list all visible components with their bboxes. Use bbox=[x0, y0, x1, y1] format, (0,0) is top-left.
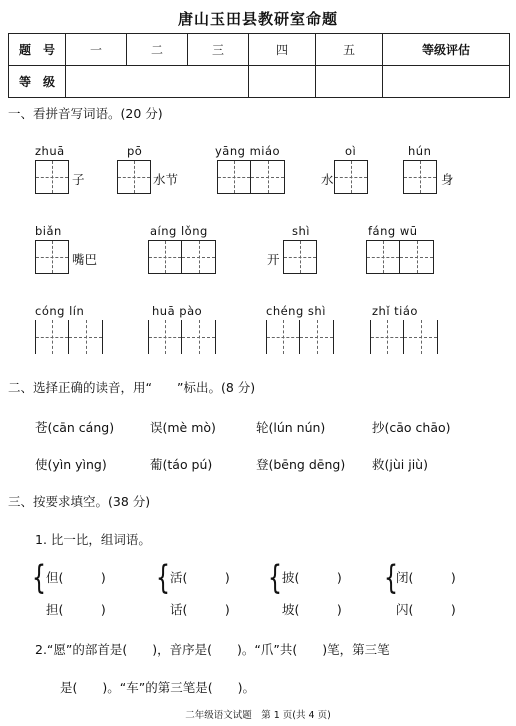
brace-icon: { bbox=[384, 560, 398, 598]
word-pair[interactable]: 话( ) bbox=[170, 602, 230, 617]
question-2-line2: 是( )。“车”的第三笔是( )。 bbox=[60, 680, 255, 695]
grade-cell[interactable] bbox=[383, 66, 510, 98]
pinyin: zhǐ tiáo bbox=[372, 304, 418, 318]
header-cell: 五 bbox=[316, 34, 383, 66]
pinyin: pō bbox=[127, 144, 143, 158]
word-suffix: 水节 bbox=[153, 172, 179, 187]
char-grid[interactable] bbox=[334, 160, 368, 194]
word-pair[interactable]: 坡( ) bbox=[282, 602, 342, 617]
word-pair[interactable]: 活( ) bbox=[170, 570, 230, 585]
pronunciation-item[interactable]: 轮(lún nún) bbox=[256, 420, 326, 435]
char-grid[interactable] bbox=[217, 160, 285, 194]
char-grid[interactable] bbox=[117, 160, 151, 194]
section1-heading: 一、看拼音写词语。(20 分) bbox=[8, 106, 163, 121]
word-pair[interactable]: 但( ) bbox=[46, 570, 106, 585]
pronunciation-item[interactable]: 登(bēng dēng) bbox=[256, 457, 346, 472]
pinyin: aíng lǒng bbox=[150, 224, 208, 238]
pinyin: shì bbox=[292, 224, 310, 238]
pinyin: huā pào bbox=[152, 304, 203, 318]
grade-cell[interactable] bbox=[66, 66, 249, 98]
pinyin: fáng wū bbox=[368, 224, 418, 238]
pronunciation-item[interactable]: 误(mè mò) bbox=[150, 420, 216, 435]
page-footer: 二年级语文试题 第 1 页(共 4 页) bbox=[185, 710, 331, 721]
char-grid[interactable] bbox=[148, 240, 216, 274]
char-grid[interactable] bbox=[35, 320, 103, 354]
grade-cell[interactable] bbox=[316, 66, 383, 98]
pinyin: zhuā bbox=[35, 144, 65, 158]
char-grid[interactable] bbox=[266, 320, 334, 354]
char-grid[interactable] bbox=[370, 320, 438, 354]
page-title: 唐山玉田县教研室命题 bbox=[177, 10, 338, 28]
word-suffix: 身 bbox=[441, 172, 454, 187]
word-suffix: 子 bbox=[72, 172, 85, 187]
char-grid[interactable] bbox=[403, 160, 437, 194]
pinyin: cóng lín bbox=[35, 304, 85, 318]
word-pair[interactable]: 闭( ) bbox=[396, 570, 456, 585]
header-cell: 二 bbox=[127, 34, 188, 66]
brace-icon: { bbox=[156, 560, 170, 598]
brace-icon: { bbox=[268, 560, 282, 598]
pronunciation-item[interactable]: 使(yìn yìng) bbox=[35, 457, 107, 472]
word-suffix: 嘴巴 bbox=[72, 252, 98, 267]
section3-heading: 三、按要求填空。(38 分) bbox=[8, 494, 151, 509]
pronunciation-item[interactable]: 抄(cāo chāo) bbox=[372, 420, 451, 435]
pronunciation-item[interactable]: 救(jùi jiù) bbox=[372, 457, 428, 472]
question-1: 1. 比一比，组词语。 bbox=[35, 532, 151, 547]
char-grid[interactable] bbox=[366, 240, 434, 274]
pinyin: yāng miáo bbox=[215, 144, 281, 158]
pronunciation-item[interactable]: 葡(táo pú) bbox=[150, 457, 213, 472]
char-grid[interactable] bbox=[283, 240, 317, 274]
word-pair[interactable]: 担( ) bbox=[46, 602, 106, 617]
pronunciation-item[interactable]: 苍(cān cáng) bbox=[35, 420, 115, 435]
header-cell: 题 号 bbox=[9, 34, 66, 66]
score-table bbox=[8, 33, 510, 98]
word-pair[interactable]: 披( ) bbox=[282, 570, 342, 585]
word-pair[interactable]: 闪( ) bbox=[396, 602, 456, 617]
word-prefix: 开 bbox=[267, 252, 280, 267]
grade-label-cell: 等 级 bbox=[9, 66, 66, 98]
header-cell: 一 bbox=[66, 34, 127, 66]
question-2-line1: 2.“愿”的部首是( )，音序是( )。“爪”共( )笔，第三笔 bbox=[35, 642, 390, 657]
word-prefix: 水 bbox=[321, 172, 334, 187]
brace-icon: { bbox=[32, 560, 46, 598]
header-cell: 三 bbox=[188, 34, 249, 66]
pinyin: chéng shì bbox=[266, 304, 326, 318]
header-cell: 等级评估 bbox=[383, 34, 510, 66]
header-cell: 四 bbox=[249, 34, 316, 66]
grade-cell[interactable] bbox=[249, 66, 316, 98]
char-grid[interactable] bbox=[35, 160, 69, 194]
pinyin: oì bbox=[345, 144, 357, 158]
pinyin: biǎn bbox=[35, 224, 62, 238]
char-grid[interactable] bbox=[35, 240, 69, 274]
section2-heading: 二、选择正确的读音，用“ ”标出。(8 分) bbox=[8, 380, 256, 395]
pinyin: hún bbox=[408, 144, 432, 158]
char-grid[interactable] bbox=[148, 320, 216, 354]
